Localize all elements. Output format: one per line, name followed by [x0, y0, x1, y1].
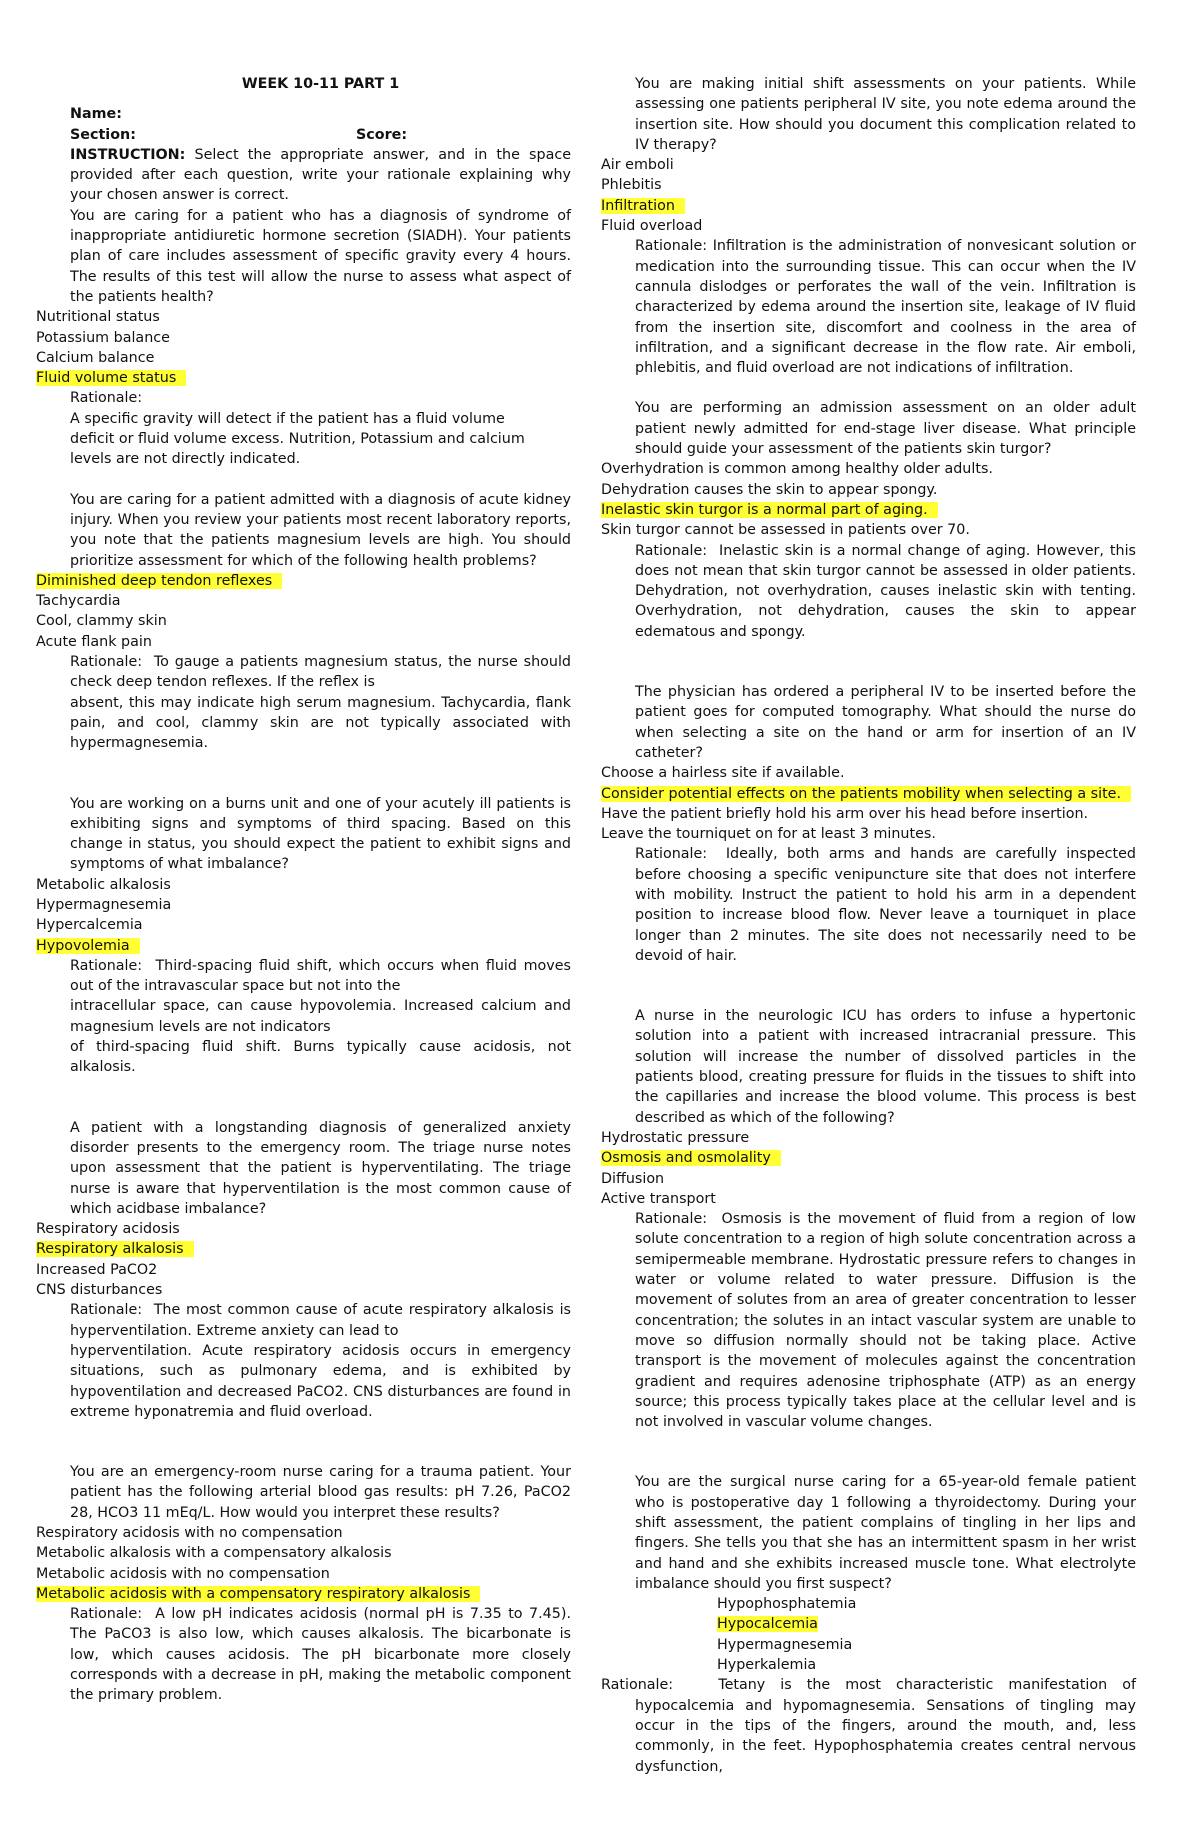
- selected-answer[interactable]: Consider potential effects on the patients mobility when selecting a site.: [601, 786, 1131, 802]
- left-column: [36, 74, 571, 1706]
- rationale-text-continued: hyperventilation. Acute respiratory acidosis occurs in emergency situations, such as pulmonary edema, and is exhibited by hypoventilation and decreased PaCO2. CNS disturbances are found in extreme hyponatremia and fluid overload.: [70, 1342, 571, 1420]
- answer-option[interactable]: Have the patient briefly hold his arm over his head before insertion.: [601, 805, 1089, 822]
- answer-option[interactable]: Choose a hairless site if available.: [601, 765, 845, 782]
- section-label: Section:: [70, 126, 136, 143]
- rationale-text-continued: intracellular space, can cause hypovolemia. Increased calcium and magnesium levels are not indicators: [70, 998, 571, 1035]
- rationale-text: Rationale: Osmosis is the movement of fluid from a region of low solute concentration to a region of high solute concentration across a semipermeable membrane. Hydrostatic pressure refers to changes in water or volume related to water pressure. Diffusion is the movement of solutes from an area of greater concentration to lesser concentration; the solutes in an intact vascular system are unable to move so diffusion normally should not be taking place. Active transport is the movement of molecules against the concentration gradient and requires adenosine triphosphate (ATP) as an energy source; this process typically takes place at the cellular level and is not involved in vascular volume changes.: [635, 1211, 1137, 1431]
- answer-option[interactable]: Overhydration is common among healthy older adults.: [601, 461, 993, 478]
- rationale-text: Rationale: To gauge a patients magnesium status, the nurse should check deep tendon reflexes. If the reflex is: [70, 654, 572, 691]
- page-title: WEEK 10-11 PART 1: [241, 76, 400, 92]
- selected-answer[interactable]: Hypovolemia: [36, 938, 140, 954]
- selected-answer[interactable]: Inelastic skin turgor is a normal part of aging.: [601, 502, 938, 518]
- question-block-10: [601, 1472, 1136, 1776]
- selected-answer[interactable]: Respiratory alkalosis: [36, 1241, 194, 1257]
- question-text: You are the surgical nurse caring for a 65-year-old female patient who is postoperative day 1 following a thyroidectomy. During your shift assessment, the patient complains of tingling in her lips and fingers. She tells you that she has an intermittent spasm in her wrist and hand and she exhibits increased muscle tone. What electrolyte imbalance should you first suspect?: [635, 1474, 1136, 1592]
- question-text: You are caring for a patient who has a diagnosis of syndrome of inappropriate antidiuretic hormone secretion (SIADH). Your patients plan of care includes assessment of specific gravity every 4 hours. The results of this test will allow the nurse to assess what aspect of the patients health?: [70, 207, 571, 305]
- rationale-text: Rationale: Third-spacing fluid shift, which occurs when fluid moves out of the intravascular space but not into the: [70, 957, 571, 995]
- answer-option[interactable]: Cool, clammy skin: [36, 613, 167, 630]
- answer-option[interactable]: Acute flank pain: [36, 633, 152, 650]
- question-text: You are caring for a patient admitted with a diagnosis of acute kidney injury. When you review your patients most recent laboratory reports, you note that the patients magnesium levels are high. You should prioritize assessment for which of the following health problems?: [70, 491, 571, 569]
- selected-answer[interactable]: Metabolic acidosis with a compensatory respiratory alkalosis: [36, 1586, 480, 1602]
- answer-option[interactable]: Air emboli: [601, 157, 674, 174]
- rationale-text: Rationale: Ideally, both arms and hands are carefully inspected before choosing a specific venipuncture site that does not interfere with mobility. Instruct the patient to hold his arm in a dependent position to increase blood flow. Never leave a tourniquet in place longer than 2 minutes. The site does not necessarily need to be devoid of hair.: [635, 846, 1136, 964]
- answer-option[interactable]: Active transport: [601, 1190, 716, 1207]
- rationale-text-continued: absent, this may indicate high serum magnesium. Tachycardia, flank pain, and cool, clammy skin are not typically associated with hypermagnesemia.: [70, 694, 571, 752]
- answer-option[interactable]: Fluid overload: [601, 218, 703, 235]
- worksheet-header: [36, 104, 571, 205]
- answer-option[interactable]: Hypermagnesemia: [717, 1636, 853, 1653]
- question-text: You are performing an admission assessment on an older adult patient newly admitted for end-stage liver disease. What principle should guide your assessment of the patients skin turgor?: [635, 400, 1136, 458]
- question-block-2: [36, 490, 571, 754]
- answer-option[interactable]: Leave the tourniquet on for at least 3 minutes.: [601, 826, 936, 843]
- answer-option[interactable]: Metabolic alkalosis with a compensatory alkalosis: [36, 1545, 392, 1562]
- rationale-text: Rationale: Infiltration is the administration of nonvesicant solution or medication into the surrounding tissue. This can occur when the IV cannula dislodges or perforates the wall of the vein. Infiltration is characterized by edema around the insertion site, leakage of IV fluid from the insertion site, discomfort and coolness in the area of infiltration, and a significant decrease in the flow rate. Air emboli, phlebitis, and fluid overload are not indications of infiltration.: [635, 238, 1136, 377]
- rationale-text-continued: of third-spacing fluid shift. Burns typically cause acidosis, not alkalosis.: [70, 1039, 571, 1076]
- selected-answer[interactable]: Hypocalcemia: [717, 1616, 818, 1633]
- question-block-6: [601, 74, 1136, 378]
- name-label: Name:: [70, 106, 122, 123]
- question-text: A nurse in the neurologic ICU has orders to infuse a hypertonic solution into a patient with increased intracranial pressure. This solution will increase the number of dissolved particles in the patients blood, creating pressure for fluids in the tissues to shift into the capillaries and increase the blood volume. This process is best described as which of the following?: [635, 1008, 1136, 1126]
- answer-option[interactable]: Phlebitis: [601, 177, 662, 194]
- rationale-text: A specific gravity will detect if the patient has a fluid volume deficit or fluid volume excess. Nutrition, Potassium and calcium levels are not directly indicated.: [70, 410, 525, 468]
- answer-option[interactable]: Metabolic acidosis with no compensation: [36, 1565, 330, 1582]
- question-text: A patient with a longstanding diagnosis of generalized anxiety disorder presents to the emergency room. The triage nurse notes upon assessment that the patient is hyperventilating. The triage nurse is aware that hyperventilation is the most common cause of which acidbase imbalance?: [70, 1119, 571, 1217]
- selected-answer[interactable]: Diminished deep tendon reflexes: [36, 573, 282, 589]
- answer-option[interactable]: Diffusion: [601, 1170, 665, 1187]
- score-label: Score:: [356, 126, 408, 143]
- answer-option[interactable]: Tachycardia: [36, 593, 121, 610]
- rationale-label: Rationale:: [70, 390, 143, 407]
- answer-option[interactable]: Increased PaCO2: [36, 1261, 158, 1278]
- answer-option[interactable]: Nutritional status: [36, 309, 160, 326]
- answer-option[interactable]: CNS disturbances: [36, 1282, 163, 1299]
- question-block-3: [36, 794, 571, 1078]
- rationale-text: Rationale: Tetany is the most characteristic manifestation of hypocalcemia and hypomagnesemia. Sensations of tingling may occur in the tips of the fingers, around the mouth, and, less commonly, in the feet. Hypophosphatemia creates central nervous dysfunction,: [601, 1677, 1136, 1775]
- question-block-1: [36, 206, 571, 470]
- answer-option[interactable]: Hyperkalemia: [717, 1657, 817, 1674]
- question-block-9: [601, 1006, 1136, 1432]
- rationale-text: Rationale: Inelastic skin is a normal change of aging. However, this does not mean that skin turgor cannot be assessed in older patients. Dehydration, not overhydration, causes inelastic skin with tenting. Overhydration, not dehydration, causes the skin to appear edematous and spongy.: [635, 542, 1136, 640]
- rationale-text: Rationale: The most common cause of acute respiratory alkalosis is hyperventilation. Extreme anxiety can lead to: [70, 1302, 571, 1339]
- instruction: INSTRUCTION: Select the appropriate answer, and in the space provided after each question, write your rationale explaining why your chosen answer is correct.: [70, 146, 571, 204]
- selected-answer[interactable]: Osmosis and osmolality: [601, 1150, 781, 1166]
- question-text: You are making initial shift assessments on your patients. While assessing one patients peripheral IV site, you note edema around the insertion site. How should you document this complication related to IV therapy?: [635, 76, 1136, 153]
- answer-option[interactable]: Hydrostatic pressure: [601, 1129, 750, 1146]
- selected-answer[interactable]: Fluid volume status: [36, 370, 186, 386]
- answer-option[interactable]: Respiratory acidosis: [36, 1221, 180, 1238]
- right-column: [601, 74, 1136, 1777]
- question-text: You are working on a burns unit and one of your acutely ill patients is exhibiting signs and symptoms of third spacing. Based on this change in status, you should expect the patient to exhibit signs and symptoms of what imbalance?: [70, 795, 571, 873]
- answer-option[interactable]: Metabolic alkalosis: [36, 876, 171, 893]
- question-block-4: [36, 1118, 571, 1422]
- question-block-8: [601, 682, 1136, 966]
- question-block-5: [36, 1462, 571, 1706]
- question-block-7: [601, 398, 1136, 642]
- answer-option[interactable]: Hypermagnesemia: [36, 896, 172, 913]
- rationale-text: Rationale: A low pH indicates acidosis (normal pH is 7.35 to 7.45). The PaCO3 is also low, which causes alkalosis. The bicarbonate is low, which causes acidosis. The pH bicarbonate more closely corresponds with a decrease in pH, making the metabolic component the primary problem.: [70, 1606, 571, 1704]
- answer-option[interactable]: Skin turgor cannot be assessed in patients over 70.: [601, 522, 970, 539]
- answer-option[interactable]: Hypophosphatemia: [717, 1596, 857, 1613]
- question-text: The physician has ordered a peripheral IV to be inserted before the patient goes for computed tomography. What should the nurse do when selecting a site on the hand or arm for insertion of an IV catheter?: [635, 684, 1136, 761]
- answer-option[interactable]: Respiratory acidosis with no compensation: [36, 1525, 343, 1541]
- question-text: You are an emergency-room nurse caring for a trauma patient. Your patient has the following arterial blood gas results: pH 7.26, PaCO2 28, HCO3 11 mEq/L. How would you interpret these results?: [70, 1464, 571, 1521]
- answer-option[interactable]: Hypercalcemia: [36, 917, 143, 934]
- answer-option[interactable]: Calcium balance: [36, 349, 155, 366]
- answer-option[interactable]: Potassium balance: [36, 329, 170, 346]
- answer-option[interactable]: Dehydration causes the skin to appear spongy.: [601, 481, 938, 498]
- selected-answer[interactable]: Infiltration: [601, 198, 685, 214]
